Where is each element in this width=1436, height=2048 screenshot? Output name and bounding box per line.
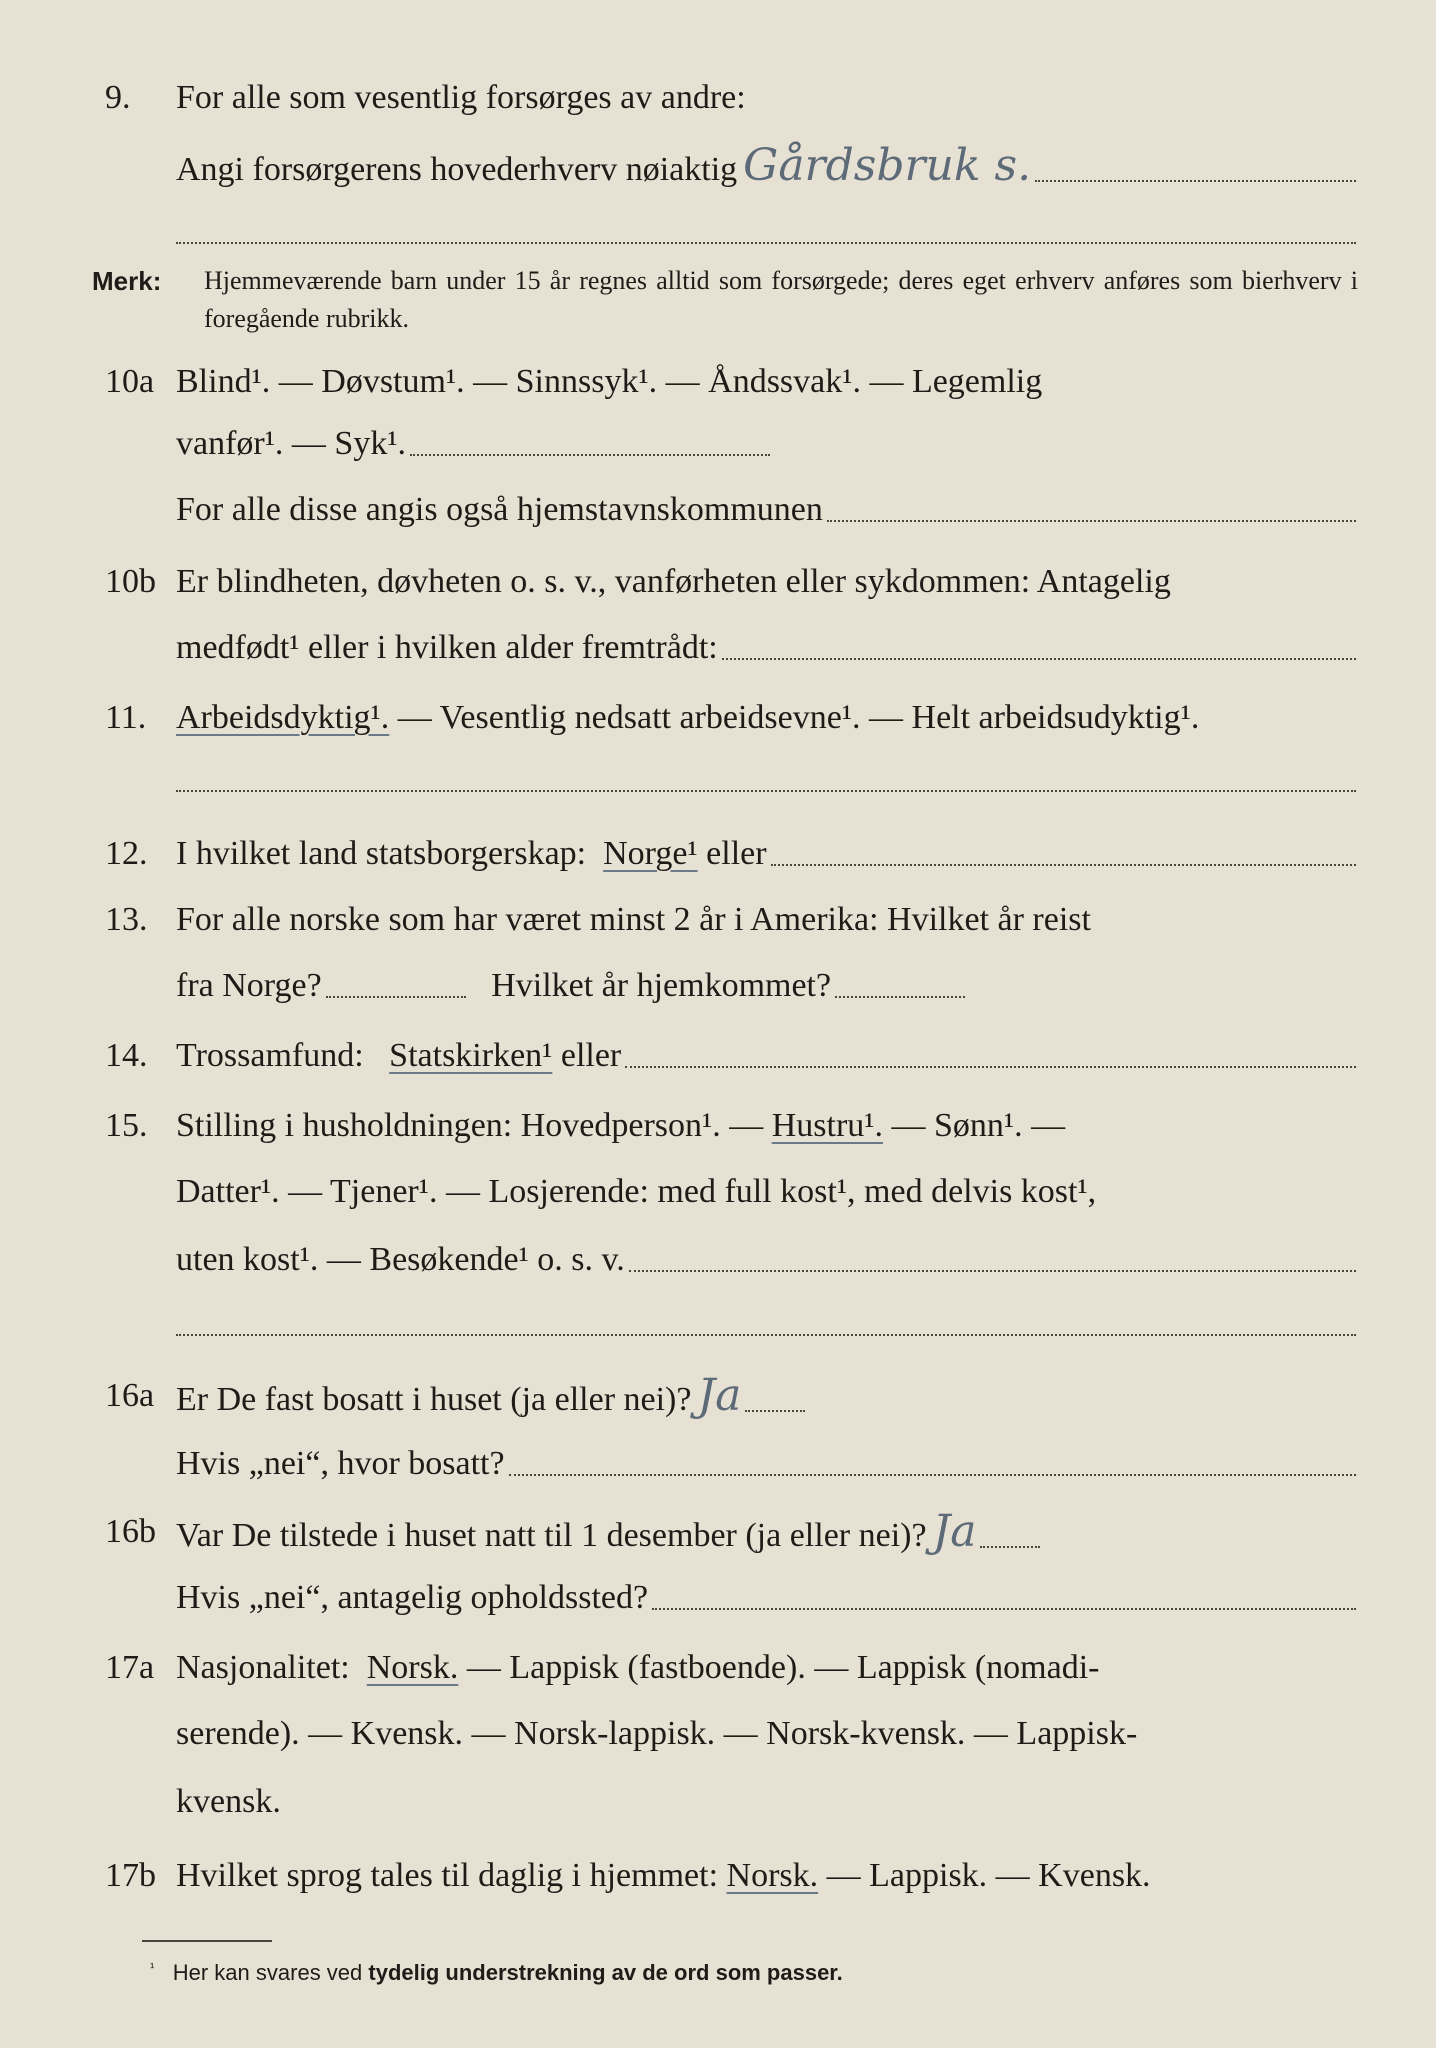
q16b-line1: Var De tilstede i huset natt til 1 desember (ja eller nei)?: [176, 1517, 927, 1554]
q10a-line2: vanfør¹. — Syk¹.: [176, 425, 407, 462]
q17b-prefix: Hvilket sprog tales til daglig i hjemmet:: [176, 1857, 719, 1894]
footnote-mark: ¹: [150, 1959, 155, 1975]
q16a-line1: Er De fast bosatt i huset (ja eller nei)?: [176, 1381, 692, 1418]
q17b-suffix: — Lappisk. — Kvensk.: [826, 1857, 1151, 1894]
q12-norge: Norge¹: [603, 835, 698, 872]
q9-number: 9.: [105, 79, 131, 116]
q15-line1a: Stilling i husholdningen: Hovedperson¹. —: [176, 1107, 764, 1144]
q15-hustru: Hustru¹.: [771, 1107, 883, 1144]
q13-line2b: Hvilket år hjemkommet?: [491, 967, 832, 1004]
q13-hjem-line: [835, 996, 965, 998]
q13-line2a: fra Norge?: [176, 967, 322, 1004]
merk-label: Merk:: [92, 266, 162, 296]
q15-number: 15.: [105, 1107, 148, 1144]
q15-line1b: — Sønn¹. —: [891, 1107, 1066, 1144]
q17a-norsk: Norsk.: [366, 1649, 459, 1686]
q16b-answer-line: [980, 1546, 1040, 1548]
q13-number: 13.: [105, 901, 148, 938]
q16b-number: 16b: [105, 1513, 156, 1550]
q10a-home-line: [827, 520, 1356, 522]
q15-line3: uten kost¹. — Besøkende¹ o. s. v.: [176, 1241, 625, 1278]
q11-rest: — Vesentlig nedsatt arbeidsevne¹. — Helt arbeidsudyktig¹.: [397, 699, 1200, 736]
q17a-line2: serende). — Kvensk. — Norsk-lappisk. — Norsk-kvensk. — Lappisk-: [176, 1715, 1138, 1752]
q9-line1: For alle som vesentlig forsørges av andre:: [176, 79, 746, 116]
q9-line2: Angi forsørgerens hovederhverv nøiaktig: [176, 151, 738, 188]
q16b-opholdssted-line: [652, 1608, 1356, 1610]
q13-line1: For alle norske som har været minst 2 år i Amerika: Hvilket år reist: [176, 901, 1091, 938]
q12-number: 12.: [105, 835, 148, 872]
q16b-handwritten-answer[interactable]: Ja: [932, 1506, 977, 1557]
q14-suffix: eller: [560, 1037, 622, 1074]
q17b-norsk: Norsk.: [726, 1857, 819, 1894]
q16a-bosatt-line: [509, 1474, 1356, 1476]
q11-arbeidsdyktig: Arbeidsdyktig¹.: [176, 699, 390, 736]
q16a-number: 16a: [105, 1377, 155, 1414]
q17a-line3: kvensk.: [176, 1783, 281, 1820]
q16a-line2: Hvis „nei“, hvor bosatt?: [176, 1445, 505, 1482]
q11-extra-line: [176, 790, 1356, 792]
q14-answer-line: [625, 1066, 1356, 1068]
q9-handwritten-answer[interactable]: Gårdsbruk s.: [743, 140, 1032, 191]
footnote-rule: [142, 1940, 272, 1942]
q9-extra-line: [176, 242, 1356, 244]
q15-extra-line: [176, 1334, 1356, 1336]
q10a-line3: For alle disse angis også hjemstavnskommunen: [176, 491, 823, 528]
q12-answer-line: [771, 864, 1356, 866]
footnote: [150, 1960, 843, 1986]
q17a-number: 17a: [105, 1649, 155, 1686]
q14-number: 14.: [105, 1037, 148, 1074]
q10b-number: 10b: [105, 563, 156, 600]
q12-prefix: I hvilket land statsborgerskap:: [176, 835, 587, 872]
q14-prefix: Trossamfund:: [176, 1037, 364, 1074]
merk-text: Hjemmeværende barn under 15 år regnes alltid som forsørgede; deres eget erhverv anføres som bierhverv i foregående rubrikk.: [204, 266, 1358, 333]
footnote-bold-text: tydelig understrekning av de ord som passer.: [368, 1960, 843, 1985]
q12-suffix: eller: [706, 835, 767, 872]
footnote-text: Her kan svares ved: [172, 1960, 363, 1985]
q10a-syk-line: [410, 454, 770, 456]
q16a-answer-line: [745, 1410, 805, 1412]
q10a-number: 10a: [105, 363, 155, 400]
q16b-line2: Hvis „nei“, antagelig opholdssted?: [176, 1579, 649, 1616]
q10b-line2: medfødt¹ eller i hvilken alder fremtrådt:: [176, 629, 718, 666]
q9-answer-line: [1035, 180, 1356, 182]
merk-note: [92, 262, 1358, 338]
q17b-number: 17b: [105, 1857, 156, 1894]
q17a-line1b: — Lappisk (fastboende). — Lappisk (nomadi-: [466, 1649, 1100, 1686]
q17a-prefix: Nasjonalitet:: [176, 1649, 350, 1686]
q14-statskirken: Statskirken¹: [389, 1037, 553, 1074]
q15-answer-line: [629, 1270, 1356, 1272]
q10b-answer-line: [722, 658, 1356, 660]
q15-line2: Datter¹. — Tjener¹. — Losjerende: med full kost¹, med delvis kost¹,: [176, 1173, 1097, 1210]
q10a-line1: Blind¹. — Døvstum¹. — Sinnssyk¹. — Åndssvak¹. — Legemlig: [176, 363, 1043, 400]
q10b-line1: Er blindheten, døvheten o. s. v., vanførheten eller sykdommen: Antagelig: [176, 563, 1171, 600]
q11-number: 11.: [105, 699, 147, 736]
q13-reist-line: [326, 996, 466, 998]
q16a-handwritten-answer[interactable]: Ja: [697, 1370, 742, 1421]
